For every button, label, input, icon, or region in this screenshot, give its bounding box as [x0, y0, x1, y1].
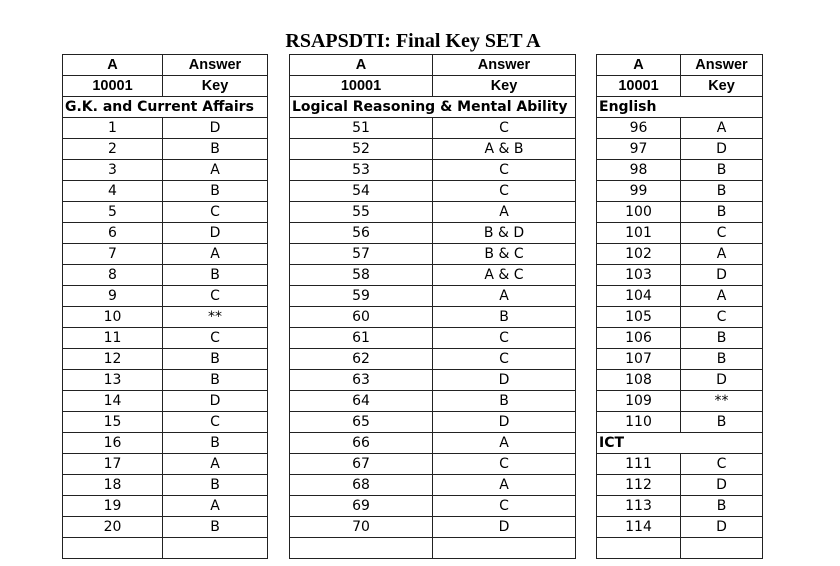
question-number: 53	[290, 160, 433, 181]
table-row	[290, 223, 576, 244]
answer-value: D	[163, 118, 268, 139]
section-title: ICT	[597, 433, 763, 454]
question-number: 63	[290, 370, 433, 391]
answer-value: B	[433, 391, 576, 412]
table-row	[63, 412, 268, 433]
table-row	[597, 475, 763, 496]
table-row	[63, 265, 268, 286]
question-number: 13	[63, 370, 163, 391]
header-row	[597, 55, 763, 76]
key-header: Key	[163, 76, 268, 97]
question-number: 66	[290, 433, 433, 454]
answer-key-table-1	[62, 54, 268, 559]
answer-value: A	[433, 475, 576, 496]
answer-value: **	[163, 307, 268, 328]
question-number: 54	[290, 181, 433, 202]
table-row	[290, 349, 576, 370]
question-number: 112	[597, 475, 681, 496]
question-number: 11	[63, 328, 163, 349]
header-row	[63, 55, 268, 76]
table-row	[63, 496, 268, 517]
table-row	[290, 328, 576, 349]
question-number: 56	[290, 223, 433, 244]
answer-value: B	[681, 181, 763, 202]
question-number: 55	[290, 202, 433, 223]
answer-header: Answer	[433, 55, 576, 76]
table-row	[597, 517, 763, 538]
question-number: 106	[597, 328, 681, 349]
table-row	[290, 454, 576, 475]
section-row	[63, 97, 268, 118]
table-row-cut-off	[63, 538, 268, 559]
table-row	[63, 286, 268, 307]
table-row	[63, 517, 268, 538]
question-number: 2	[63, 139, 163, 160]
question-number: 99	[597, 181, 681, 202]
answer-value: C	[433, 454, 576, 475]
answer-value: D	[681, 475, 763, 496]
answer-value: A	[433, 286, 576, 307]
question-number: 62	[290, 349, 433, 370]
question-number: 96	[597, 118, 681, 139]
table-row	[290, 496, 576, 517]
answer-value: C	[433, 349, 576, 370]
section-title: Logical Reasoning & Mental Ability	[290, 97, 576, 118]
answer-value: C	[163, 412, 268, 433]
answer-value: A	[163, 160, 268, 181]
question-number: 61	[290, 328, 433, 349]
table-row	[63, 349, 268, 370]
header-row	[290, 55, 576, 76]
table-row-cut-off	[597, 538, 763, 559]
question-number: 101	[597, 223, 681, 244]
answer-value: C	[433, 328, 576, 349]
set-code: 10001	[597, 76, 681, 97]
answer-value: C	[163, 202, 268, 223]
table-row	[290, 370, 576, 391]
question-number: 102	[597, 244, 681, 265]
question-number: 5	[63, 202, 163, 223]
answer-value: A	[681, 286, 763, 307]
question-number: 70	[290, 517, 433, 538]
question-number: 108	[597, 370, 681, 391]
set-code: 10001	[290, 76, 433, 97]
section-row	[290, 97, 576, 118]
question-number: 10	[63, 307, 163, 328]
answer-value: **	[681, 391, 763, 412]
table-row	[290, 475, 576, 496]
question-number: 58	[290, 265, 433, 286]
table-row-cut-off	[290, 538, 576, 559]
answer-value: B	[433, 307, 576, 328]
table-row	[597, 286, 763, 307]
question-number: 19	[63, 496, 163, 517]
answer-value: B & D	[433, 223, 576, 244]
question-number: 14	[63, 391, 163, 412]
answer-value: A	[433, 433, 576, 454]
answer-value: C	[433, 496, 576, 517]
question-number: 113	[597, 496, 681, 517]
question-number: 8	[63, 265, 163, 286]
question-number: 104	[597, 286, 681, 307]
table-row	[63, 139, 268, 160]
table-row	[290, 286, 576, 307]
answer-value: B & C	[433, 244, 576, 265]
answer-value: C	[681, 223, 763, 244]
answer-value: D	[163, 391, 268, 412]
question-number: 60	[290, 307, 433, 328]
table-row	[597, 328, 763, 349]
question-number: 109	[597, 391, 681, 412]
answer-value: B	[163, 139, 268, 160]
answer-value: C	[163, 286, 268, 307]
question-number: 7	[63, 244, 163, 265]
page-title: RSAPSDTI: Final Key SET A	[285, 30, 541, 52]
answer-key-table-2	[289, 54, 576, 559]
table-row	[290, 118, 576, 139]
table-row	[290, 391, 576, 412]
section-row	[597, 97, 763, 118]
answer-value	[163, 538, 268, 559]
answer-value	[433, 538, 576, 559]
answer-value: B	[681, 328, 763, 349]
question-number: 51	[290, 118, 433, 139]
table-row	[290, 181, 576, 202]
answer-value: B	[681, 496, 763, 517]
answer-value: B	[163, 370, 268, 391]
answer-value: C	[433, 118, 576, 139]
answer-value: A	[163, 454, 268, 475]
question-number: 100	[597, 202, 681, 223]
answer-value: A	[681, 244, 763, 265]
answer-value: C	[681, 454, 763, 475]
table-row	[63, 118, 268, 139]
question-number: 65	[290, 412, 433, 433]
question-number: 98	[597, 160, 681, 181]
header-row	[63, 76, 268, 97]
question-number: 59	[290, 286, 433, 307]
table-row	[597, 265, 763, 286]
table-row	[290, 244, 576, 265]
question-number: 114	[597, 517, 681, 538]
question-number: 9	[63, 286, 163, 307]
key-header: Key	[681, 76, 763, 97]
answer-value: D	[433, 370, 576, 391]
answer-value: D	[163, 223, 268, 244]
table-row	[290, 139, 576, 160]
table-row	[290, 265, 576, 286]
table-row	[597, 454, 763, 475]
table-row	[63, 433, 268, 454]
table-row	[63, 370, 268, 391]
answer-value: C	[163, 328, 268, 349]
table-row	[63, 244, 268, 265]
answer-value: A	[163, 244, 268, 265]
table-row	[597, 496, 763, 517]
table-row	[63, 223, 268, 244]
table-row	[290, 433, 576, 454]
table-row	[597, 391, 763, 412]
table-row	[597, 370, 763, 391]
question-number: 12	[63, 349, 163, 370]
question-number: 16	[63, 433, 163, 454]
question-number: 57	[290, 244, 433, 265]
answer-value: C	[433, 160, 576, 181]
answer-value: B	[681, 412, 763, 433]
question-number: 20	[63, 517, 163, 538]
question-number: 107	[597, 349, 681, 370]
answer-value: A	[163, 496, 268, 517]
question-number: 97	[597, 139, 681, 160]
table-row	[597, 223, 763, 244]
question-number	[63, 538, 163, 559]
table-row	[597, 349, 763, 370]
answer-key-table-3	[596, 54, 763, 559]
set-label: A	[597, 55, 681, 76]
question-number: 64	[290, 391, 433, 412]
question-number: 15	[63, 412, 163, 433]
table-row	[290, 412, 576, 433]
question-number: 69	[290, 496, 433, 517]
table-row	[597, 244, 763, 265]
answer-value: C	[681, 307, 763, 328]
answer-value	[681, 538, 763, 559]
key-header: Key	[433, 76, 576, 97]
answer-value: B	[681, 202, 763, 223]
header-row	[597, 76, 763, 97]
answer-value: D	[681, 517, 763, 538]
question-number: 105	[597, 307, 681, 328]
answer-value: B	[681, 349, 763, 370]
table-row	[597, 412, 763, 433]
table-row	[63, 475, 268, 496]
table-row	[597, 202, 763, 223]
table-row	[597, 181, 763, 202]
question-number: 111	[597, 454, 681, 475]
table-row	[597, 139, 763, 160]
table-row	[290, 307, 576, 328]
table-row	[597, 160, 763, 181]
answer-value: B	[163, 475, 268, 496]
table-row	[63, 391, 268, 412]
answer-value: A & B	[433, 139, 576, 160]
answer-value: C	[433, 181, 576, 202]
answer-value: D	[433, 412, 576, 433]
set-code: 10001	[63, 76, 163, 97]
header-row	[290, 76, 576, 97]
question-number: 3	[63, 160, 163, 181]
table-row	[290, 202, 576, 223]
answer-header: Answer	[163, 55, 268, 76]
answer-value: B	[163, 517, 268, 538]
answer-header: Answer	[681, 55, 763, 76]
question-number: 52	[290, 139, 433, 160]
set-label: A	[63, 55, 163, 76]
table-row	[63, 454, 268, 475]
question-number: 4	[63, 181, 163, 202]
answer-value: A	[433, 202, 576, 223]
section-title: English	[597, 97, 763, 118]
table-row	[597, 118, 763, 139]
answer-value: A	[681, 118, 763, 139]
question-number: 67	[290, 454, 433, 475]
section-row	[597, 433, 763, 454]
answer-value: D	[681, 265, 763, 286]
set-label: A	[290, 55, 433, 76]
question-number: 17	[63, 454, 163, 475]
question-number: 1	[63, 118, 163, 139]
question-number: 103	[597, 265, 681, 286]
answer-value: D	[681, 370, 763, 391]
answer-value: B	[163, 433, 268, 454]
question-number: 18	[63, 475, 163, 496]
answer-value: B	[163, 181, 268, 202]
question-number	[290, 538, 433, 559]
table-row	[63, 160, 268, 181]
table-row	[290, 160, 576, 181]
answer-value: B	[163, 265, 268, 286]
table-row	[63, 307, 268, 328]
table-row	[597, 307, 763, 328]
table-row	[63, 328, 268, 349]
answer-value: D	[681, 139, 763, 160]
section-title: G.K. and Current Affairs	[63, 97, 268, 118]
answer-value: B	[681, 160, 763, 181]
answer-value: A & C	[433, 265, 576, 286]
answer-value: D	[433, 517, 576, 538]
table-row	[290, 517, 576, 538]
table-row	[63, 181, 268, 202]
question-number: 68	[290, 475, 433, 496]
table-row	[63, 202, 268, 223]
question-number	[597, 538, 681, 559]
answer-value: B	[163, 349, 268, 370]
question-number: 110	[597, 412, 681, 433]
question-number: 6	[63, 223, 163, 244]
